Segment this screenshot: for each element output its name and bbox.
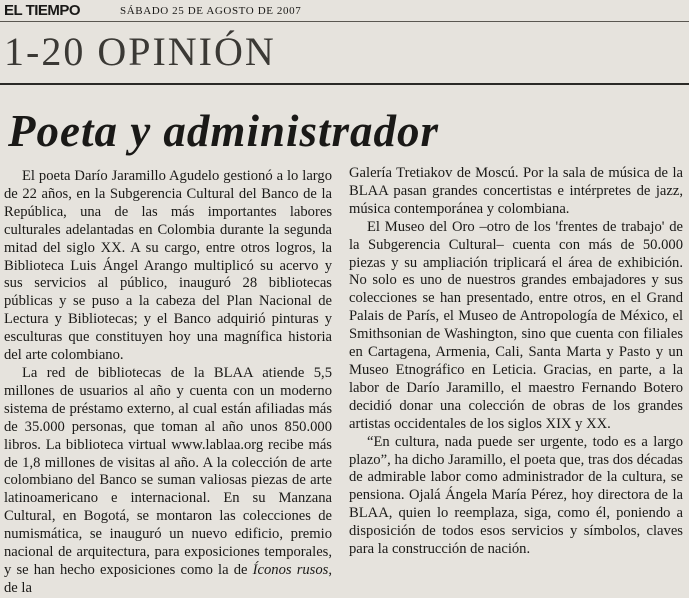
paragraph-4: “En cultura, nada puede ser urgente, todo es a largo plazo”, ha dicho Jaramillo, el poeta que, tras dos décadas de admirable labor como administrador de la cultura, se pensiona. Ojalá Ángela María Pérez, hoy directora de la BLAA, quien lo reemplaza, siga, como él, poniendo a disposición de todos esos servicios y símbolos, claves para la construcción de nación.: [349, 433, 683, 558]
masthead: [0, 0, 689, 22]
section-divider: [0, 83, 689, 85]
paragraph-2-text: La red de bibliotecas de la BLAA atiende 5,5 millones de usuarios al año y cuenta con un moderno sistema de préstamo externo, al cual están afiliadas más de 35.000 personas, que toman al año unos 850.000 libros. La biblioteca virtual www.lablaa.org recibe más de 1,8 millones de visitas al año. A la colección de arte colombiano del Banco se suman valiosas piezas de arte latinoamericano e internacional. En su Manzana Cultural, en Bogotá, se montaron las colecciones de numismática, se inauguró un nuevo edificio, premio nacional de arquitectura, para exposiciones temporales, y se han hecho exposiciones como la de: [4, 364, 332, 578]
paragraph-2: [4, 365, 332, 598]
paragraph-1: El poeta Darío Jaramillo Agudelo gestionó a lo largo de 22 años, en la Subgerencia Cultural del Banco de la República, una de las más importantes labores culturales adelantadas en Colombia durante la segunda mitad del siglo XX. A su cargo, entre otros logros, la Biblioteca Luis Ángel Arango multiplicó su acervo y sus servicios al público, inauguró 28 bibliotecas públicas y se puso a la cabeza del Plan Nacional de Lectura y Bibliotecas; y el Banco adquirió pinturas y esculturas que constituyen hoy una magnífica historia del arte colombiano.: [4, 168, 332, 364]
article-column-right: [349, 165, 683, 559]
article-column-left: [4, 168, 332, 598]
paragraph-3: El Museo del Oro –otro de los 'frentes de trabajo' de la Subgerencia Cultural– cuenta con más de 50.000 piezas y su ampliación triplicará el área de exhibición. No solo es uno de nuestros grandes embajadores y sus colecciones se han presentado, entre otros, en el Grand Palais de París, el Museo de Antropología de México, el Smithsonian de Washington, sino que cuenta con filiales en Cartagena, Armenia, Cali, Santa Marta y Pasto y un Museo Etnográfico en Leticia. Gracias, en parte, a la labor de Darío Jaramillo, el maestro Fernando Botero decidió donar una colección de obras de los grandes artistas occidentales de los siglos XIX y XX.: [349, 218, 683, 432]
paragraph-continuation: Galería Tretiakov de Moscú. Por la sala de música de la BLAA pasan grandes concertistas e intérpretes de jazz, música contemporánea y colombiana.: [349, 165, 683, 217]
issue-date: SÁBADO 25 DE AGOSTO DE 2007: [120, 5, 302, 17]
article-headline: Poeta y administrador: [8, 106, 440, 156]
exhibition-title: Íconos rusos: [252, 561, 329, 578]
paragraph-2-tail: , de la: [4, 561, 332, 596]
newspaper-name: EL TIEMPO: [4, 2, 81, 19]
section-title: 1-20 OPINIÓN: [4, 29, 276, 74]
